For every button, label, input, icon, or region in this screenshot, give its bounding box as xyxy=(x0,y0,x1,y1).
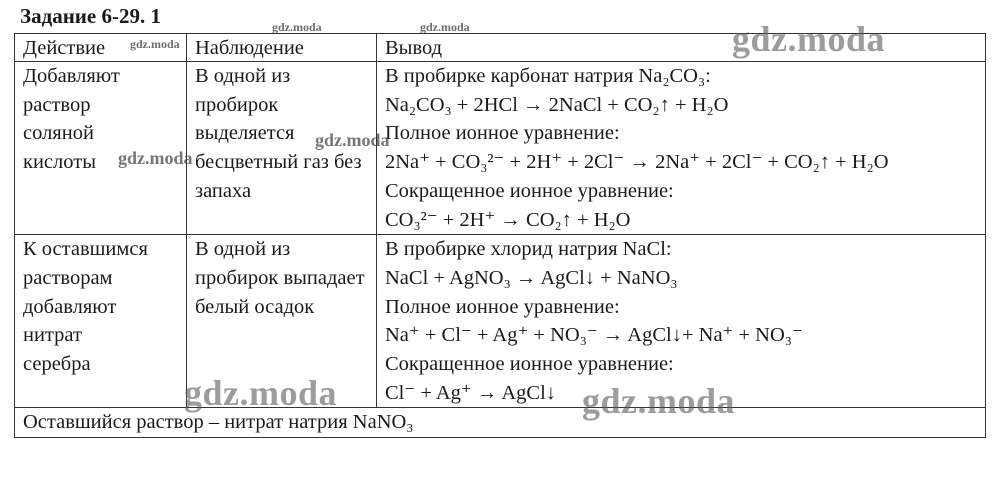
watermark: gdz.moda xyxy=(315,130,390,150)
task-title: Задание 6-29. 1 xyxy=(20,4,161,28)
conclusion-cell xyxy=(377,235,986,408)
action-line: Добавляют xyxy=(23,65,120,87)
action-line: серебра xyxy=(23,353,91,376)
watermark: gdz.moda xyxy=(184,373,338,413)
conclusion-text: В пробирке карбонат натрия Na₂CO₃: xyxy=(385,65,711,87)
watermark: gdz.moda xyxy=(582,381,736,421)
molecular-equation: Na₂CO₃ + 2HCl → 2NaCl + CO₂↑ + H₂O xyxy=(385,93,729,116)
footer-row xyxy=(15,408,986,438)
table-row xyxy=(15,62,986,235)
observation-cell: В одной из пробирок выпадает белый осадок xyxy=(187,235,377,408)
header-row xyxy=(15,34,986,62)
full-ionic-equation: Na⁺ + Cl⁻ + Ag⁺ + NO₃⁻ → AgCl↓+ Na⁺ + NO₃⁻ xyxy=(385,324,803,347)
action-line: нитрат xyxy=(23,324,82,347)
action-cell xyxy=(15,62,187,235)
action-line: растворам xyxy=(23,266,113,289)
conclusion-text: Полное ионное уравнение: xyxy=(385,122,620,145)
header-conclusion: Вывод xyxy=(377,34,986,62)
footer-cell: Оставшийся раствор – нитрат натрия NaNO₃ xyxy=(15,408,986,438)
action-line: соляной xyxy=(23,122,94,145)
molecular-equation: NaCl + AgNO₃ → AgCl↓ + NaNO₃ xyxy=(385,266,678,289)
conclusion-text: В пробирке хлорид натрия NaCl: xyxy=(385,238,672,261)
watermark: gdz.moda xyxy=(420,20,470,34)
short-ionic-equation: CO₃²⁻ + 2H⁺ → CO₂↑ + H₂O xyxy=(385,208,631,231)
header-action: Действие xyxy=(15,34,187,62)
short-ionic-equation: Cl⁻ + Ag⁺ → AgCl↓ xyxy=(385,381,557,404)
conclusion-text: Сокращенное ионное уравнение: xyxy=(385,353,674,376)
conclusion-text: Сокращенное ионное уравнение: xyxy=(385,179,674,202)
action-line: кислоты xyxy=(23,151,96,174)
conclusion-text: Полное ионное уравнение: xyxy=(385,295,620,318)
watermark: gdz.moda xyxy=(130,37,180,51)
header-observation: Наблюдение xyxy=(187,34,377,62)
full-ionic-equation: 2Na⁺ + CO₃²⁻ + 2H⁺ + 2Cl⁻ → 2Na⁺ + 2Cl⁻ + CO₂↑ + H₂O xyxy=(385,151,889,174)
watermark: gdz.moda xyxy=(272,20,322,34)
watermark: gdz.moda xyxy=(732,19,886,59)
observation-cell: В одной из пробирок выделяется бесцветный газ без запаха xyxy=(187,62,377,235)
table-row xyxy=(15,235,986,408)
action-line: раствор xyxy=(23,93,91,116)
action-line: добавляют xyxy=(23,295,117,318)
watermark: gdz.moda xyxy=(118,148,193,168)
action-cell xyxy=(15,235,187,408)
results-table xyxy=(14,33,986,438)
action-line: К оставшимся xyxy=(23,238,148,261)
conclusion-cell xyxy=(377,62,986,235)
